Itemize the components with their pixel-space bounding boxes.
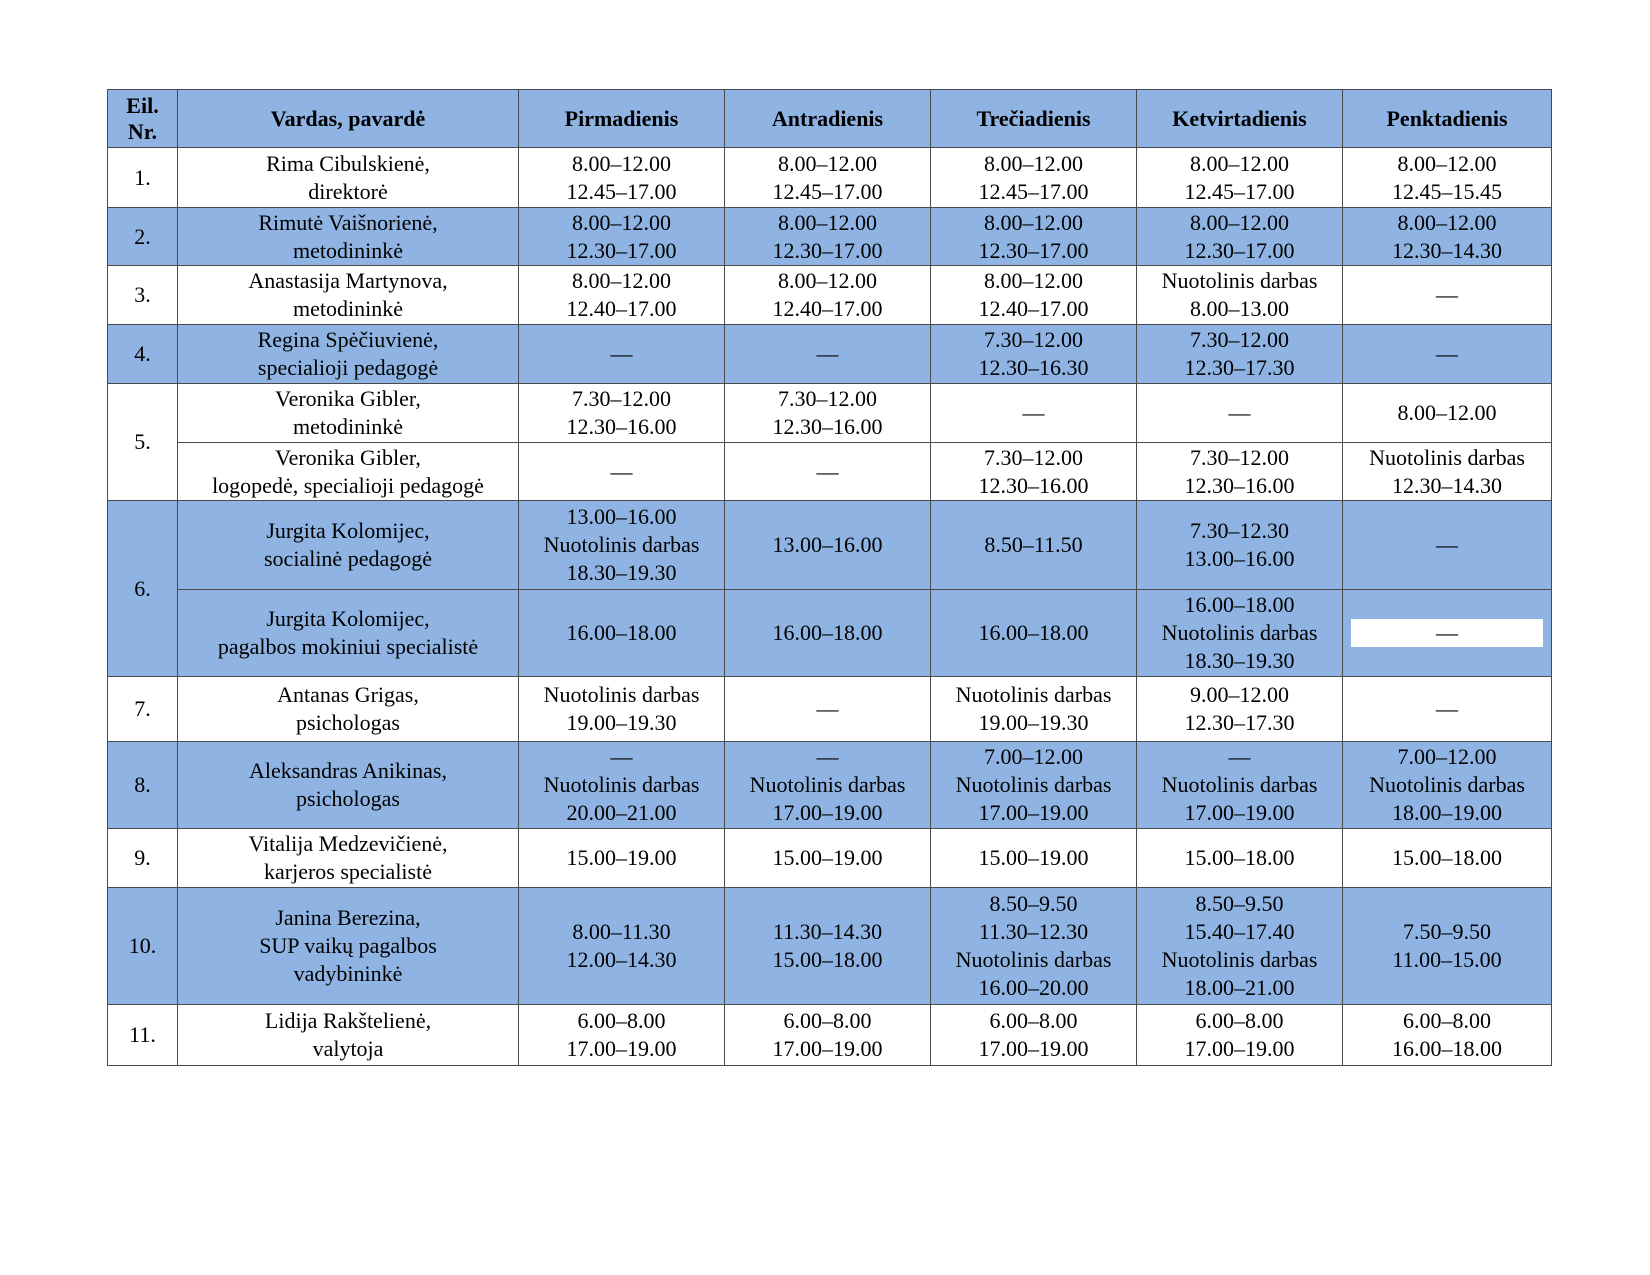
schedule-cell-friday — [1343, 266, 1552, 325]
schedule-time: 15.00–19.00 — [566, 845, 677, 870]
row-number: 6. — [108, 501, 178, 677]
schedule-time: 12.30–16.00 — [978, 472, 1089, 498]
schedule-time: 12.30–17.30 — [1184, 355, 1295, 380]
schedule-time: 8.00–12.00 — [572, 268, 671, 293]
schedule-cell-monday — [519, 1005, 725, 1066]
schedule-time: 7.30–12.00 — [778, 386, 877, 411]
schedule-time: 12.30–14.30 — [1392, 237, 1502, 263]
employee-name-cell — [178, 266, 519, 325]
table-row — [108, 888, 1552, 1005]
schedule-cell-thursday — [1137, 888, 1343, 1005]
table-row — [108, 443, 1552, 501]
schedule-time: 8.00–12.00 — [778, 209, 877, 235]
schedule-cell-friday — [1343, 148, 1552, 208]
employee-name-line: Rima Cibulskienė, — [266, 150, 430, 176]
schedule-cell-thursday — [1137, 1005, 1343, 1066]
employee-name-line: psichologas — [296, 710, 400, 735]
schedule-time: 7.00–12.00 — [1397, 744, 1497, 769]
employee-name-line: Lidija Rakštelienė, — [264, 1008, 432, 1033]
schedule-time: — — [816, 458, 839, 484]
schedule-cell-friday — [1343, 384, 1552, 443]
header-tuesday: Antradienis — [725, 90, 931, 148]
schedule-cell-monday — [519, 148, 725, 208]
schedule-time: 20.00–21.00 — [566, 800, 677, 825]
schedule-cell-wednesday — [931, 1005, 1137, 1066]
schedule-cell-friday — [1343, 590, 1552, 677]
schedule-time: 8.00–12.00 — [1397, 400, 1497, 425]
header-nr — [108, 90, 178, 148]
schedule-time: 8.00–12.00 — [1397, 209, 1497, 235]
schedule-time: 12.30–17.00 — [772, 237, 883, 263]
employee-name-line: valytoja — [312, 1036, 384, 1061]
schedule-time: 7.30–12.00 — [572, 386, 671, 411]
schedule-time: 8.00–12.00 — [1190, 209, 1289, 235]
schedule-cell-thursday — [1137, 677, 1343, 742]
employee-name-line: Antanas Grigas, — [277, 682, 419, 707]
schedule-time: 8.00–12.00 — [1397, 150, 1497, 176]
header-thursday: Ketvirtadienis — [1137, 90, 1343, 148]
schedule-cell-monday — [519, 590, 725, 677]
schedule-time: — — [610, 341, 633, 366]
schedule-time: 12.45–17.00 — [566, 178, 677, 204]
schedule-time: Nuotolinis darbas — [1369, 444, 1525, 470]
employee-name-cell — [178, 148, 519, 208]
schedule-time: 12.30–14.30 — [1392, 472, 1502, 498]
schedule-time: 11.00–15.00 — [1392, 947, 1502, 972]
schedule-time: 12.40–17.00 — [772, 296, 883, 321]
schedule-cell-thursday — [1137, 208, 1343, 266]
table-row — [108, 742, 1552, 829]
header-name: Vardas, pavardė — [178, 90, 519, 148]
schedule-time: 8.00–12.00 — [778, 268, 877, 293]
schedule-cell-tuesday — [725, 677, 931, 742]
schedule-time: — — [1022, 400, 1045, 425]
row-number: 7. — [108, 677, 178, 742]
schedule-cell-thursday — [1137, 590, 1343, 677]
schedule-time: — — [1436, 341, 1458, 366]
schedule-cell-monday — [519, 443, 725, 501]
schedule-time: 8.00–12.00 — [1190, 150, 1289, 176]
employee-name-line: Jurgita Kolomijec, — [266, 518, 430, 543]
schedule-cell-thursday — [1137, 501, 1343, 590]
schedule-cell-tuesday — [725, 1005, 931, 1066]
schedule-time: — — [816, 744, 839, 769]
schedule-time: 17.00–19.00 — [772, 800, 883, 825]
schedule-cell-thursday — [1137, 443, 1343, 501]
schedule-time: Nuotolinis darbas — [1161, 947, 1318, 972]
schedule-time: 7.30–12.00 — [1190, 444, 1289, 470]
employee-name-line: psichologas — [296, 786, 400, 811]
schedule-time: — — [1228, 744, 1251, 769]
schedule-cell-friday — [1343, 742, 1552, 829]
employee-name-line: Rimutė Vaišnorienė, — [258, 209, 438, 235]
schedule-cell-monday — [519, 742, 725, 829]
employee-name-cell — [178, 829, 519, 888]
schedule-time: Nuotolinis darbas — [955, 682, 1112, 707]
employee-name-cell — [178, 1005, 519, 1066]
schedule-cell-friday — [1343, 1005, 1552, 1066]
schedule-cell-wednesday — [931, 443, 1137, 501]
employee-name-cell — [178, 443, 519, 501]
schedule-time: 12.45–17.00 — [1184, 178, 1295, 204]
schedule-cell-wednesday — [931, 325, 1137, 384]
employee-name-line: metodininkė — [293, 296, 403, 321]
schedule-time: 17.00–19.00 — [772, 1036, 883, 1061]
schedule-cell-monday — [519, 501, 725, 590]
schedule-time: 7.50–9.50 — [1403, 919, 1491, 944]
schedule-time: 12.30–17.00 — [978, 237, 1089, 263]
schedule-cell-friday — [1343, 888, 1552, 1005]
schedule-time: — — [610, 744, 633, 769]
highlight-box — [1351, 619, 1543, 647]
employee-name-line: Janina Berezina, — [275, 905, 421, 930]
schedule-time: 19.00–19.30 — [978, 710, 1089, 735]
employee-name-line: specialioji pedagogė — [257, 355, 439, 380]
schedule-time: 6.00–8.00 — [1195, 1008, 1284, 1033]
schedule-time: 17.00–19.00 — [978, 800, 1089, 825]
employee-name-line: logopedė, specialioji pedagogė — [212, 472, 484, 498]
schedule-cell-thursday — [1137, 829, 1343, 888]
row-number: 5. — [108, 384, 178, 501]
table-row — [108, 384, 1552, 443]
schedule-cell-tuesday — [725, 888, 931, 1005]
schedule-time: 6.00–8.00 — [1403, 1008, 1491, 1033]
employee-name-line: metodininkė — [293, 414, 403, 439]
schedule-time: 12.30–17.00 — [1184, 237, 1295, 263]
schedule-time: 15.00–18.00 — [772, 947, 883, 972]
schedule-time: 9.00–12.00 — [1190, 682, 1289, 707]
schedule-time: — — [1228, 400, 1251, 425]
schedule-cell-friday — [1343, 501, 1552, 590]
schedule-cell-thursday — [1137, 384, 1343, 443]
employee-name-line: socialinė pedagogė — [264, 546, 432, 571]
table-row — [108, 829, 1552, 888]
schedule-time: 18.30–19.30 — [566, 560, 677, 585]
employee-name-cell — [178, 325, 519, 384]
schedule-time: Nuotolinis darbas — [1369, 772, 1525, 797]
schedule-time: 15.00–18.00 — [1392, 845, 1502, 870]
schedule-time: 13.00–16.00 — [772, 532, 883, 557]
schedule-time: 12.45–15.45 — [1392, 178, 1502, 204]
schedule-cell-friday — [1343, 443, 1552, 501]
schedule-time: — — [816, 341, 839, 366]
schedule-cell-tuesday — [725, 384, 931, 443]
schedule-cell-tuesday — [725, 501, 931, 590]
employee-name-cell — [178, 888, 519, 1005]
table-row — [108, 148, 1552, 208]
schedule-cell-tuesday — [725, 742, 931, 829]
schedule-cell-wednesday — [931, 208, 1137, 266]
schedule-time: 16.00–18.00 — [772, 620, 883, 645]
schedule-time: 8.50–9.50 — [989, 891, 1078, 916]
schedule-time: Nuotolinis darbas — [955, 772, 1112, 797]
schedule-time: 17.00–19.00 — [978, 1036, 1089, 1061]
schedule-time: — — [1436, 532, 1458, 557]
header-friday: Penktadienis — [1343, 90, 1552, 148]
schedule-time: Nuotolinis darbas — [955, 947, 1112, 972]
table-row — [108, 501, 1552, 590]
employee-name-line: Vitalija Medzevičienė, — [248, 831, 448, 856]
schedule-cell-friday — [1343, 325, 1552, 384]
schedule-time: 18.00–19.00 — [1392, 800, 1502, 825]
schedule-time: 12.30–16.30 — [978, 355, 1089, 380]
schedule-time: 8.00–13.00 — [1190, 296, 1289, 321]
schedule-time: Nuotolinis darbas — [543, 772, 700, 797]
schedule-time: 11.30–12.30 — [978, 919, 1089, 944]
schedule-time: 16.00–18.00 — [1392, 1036, 1502, 1061]
schedule-cell-thursday — [1137, 325, 1343, 384]
schedule-time: 8.00–11.30 — [572, 919, 671, 944]
employee-name-cell — [178, 677, 519, 742]
schedule-time: 12.30–16.00 — [566, 414, 677, 439]
schedule-cell-friday — [1343, 829, 1552, 888]
schedule-time: 6.00–8.00 — [989, 1008, 1078, 1033]
employee-name-cell — [178, 590, 519, 677]
schedule-cell-monday — [519, 888, 725, 1005]
schedule-time: 19.00–19.30 — [566, 710, 677, 735]
schedule-time: Nuotolinis darbas — [543, 682, 700, 707]
schedule-time: 12.45–17.00 — [978, 178, 1089, 204]
schedule-time: 8.00–12.00 — [572, 150, 671, 176]
table-row — [108, 677, 1552, 742]
employee-name-cell — [178, 742, 519, 829]
schedule-time: 11.30–14.30 — [772, 919, 883, 944]
schedule-time: 12.40–17.00 — [978, 296, 1089, 321]
schedule-cell-wednesday — [931, 590, 1137, 677]
schedule-time: 17.00–19.00 — [566, 1036, 677, 1061]
schedule-time: Nuotolinis darbas — [749, 772, 906, 797]
schedule-time: 15.00–18.00 — [1184, 845, 1295, 870]
schedule-cell-thursday — [1137, 742, 1343, 829]
schedule-cell-friday — [1343, 677, 1552, 742]
employee-name-cell — [178, 501, 519, 590]
schedule-time: 7.30–12.00 — [984, 444, 1083, 470]
schedule-cell-wednesday — [931, 829, 1137, 888]
employee-name-line: Veronika Gibler, — [275, 444, 421, 470]
schedule-time: 17.00–19.00 — [1184, 800, 1295, 825]
table-row — [108, 208, 1552, 266]
schedule-cell-wednesday — [931, 148, 1137, 208]
schedule-cell-tuesday — [725, 208, 931, 266]
table-row — [108, 1005, 1552, 1066]
schedule-cell-monday — [519, 208, 725, 266]
schedule-cell-monday — [519, 829, 725, 888]
schedule-time: 12.30–17.30 — [1184, 710, 1295, 735]
schedule-time: 6.00–8.00 — [783, 1008, 872, 1033]
row-number: 4. — [108, 325, 178, 384]
schedule-time: 12.30–16.00 — [1184, 472, 1295, 498]
employee-name-cell — [178, 384, 519, 443]
schedule-cell-monday — [519, 325, 725, 384]
row-number: 8. — [108, 742, 178, 829]
schedule-time: 15.00–19.00 — [978, 845, 1089, 870]
employee-name-line: direktorė — [308, 178, 388, 204]
schedule-cell-wednesday — [931, 888, 1137, 1005]
schedule-time: 7.30–12.00 — [1190, 327, 1289, 352]
schedule-time: 15.40–17.40 — [1184, 919, 1295, 944]
schedule-time: 16.00–18.00 — [1184, 592, 1295, 617]
schedule-time: — — [610, 458, 633, 484]
employee-name-line: pagalbos mokiniui specialistė — [217, 634, 479, 659]
schedule-time: — — [1436, 282, 1458, 307]
schedule-cell-thursday — [1137, 266, 1343, 325]
schedule-time: — — [1436, 620, 1458, 645]
schedule-time: 6.00–8.00 — [577, 1008, 666, 1033]
schedule-cell-thursday — [1137, 148, 1343, 208]
schedule-time: 16.00–20.00 — [978, 975, 1089, 1000]
employee-name-line: Jurgita Kolomijec, — [266, 606, 430, 631]
row-number: 11. — [108, 1005, 178, 1066]
employee-name-line: karjeros specialistė — [264, 859, 432, 884]
schedule-time: 8.00–12.00 — [778, 150, 877, 176]
row-number: 9. — [108, 829, 178, 888]
schedule-time: Nuotolinis darbas — [1161, 620, 1318, 645]
schedule-cell-tuesday — [725, 266, 931, 325]
row-number: 3. — [108, 266, 178, 325]
employee-name-line: Aleksandras Anikinas, — [249, 758, 447, 783]
header-wednesday: Trečiadienis — [931, 90, 1137, 148]
schedule-cell-tuesday — [725, 443, 931, 501]
schedule-cell-wednesday — [931, 501, 1137, 590]
header-nr-line: Eil. — [126, 92, 159, 118]
schedule-cell-tuesday — [725, 148, 931, 208]
schedule-time: 13.00–16.00 — [566, 504, 677, 529]
schedule-time: 18.30–19.30 — [1184, 648, 1295, 673]
schedule-time: — — [1436, 696, 1458, 721]
schedule-time: 8.00–12.00 — [572, 209, 671, 235]
table-row — [108, 325, 1552, 384]
employee-name-line: Regina Spėčiuvienė, — [257, 327, 439, 352]
schedule-time: 8.50–9.50 — [1195, 891, 1284, 916]
schedule-time: Nuotolinis darbas — [1161, 268, 1318, 293]
table-row — [108, 266, 1552, 325]
schedule-time: 8.00–12.00 — [984, 209, 1083, 235]
employee-name-line: Veronika Gibler, — [275, 386, 421, 411]
schedule-time: 16.00–18.00 — [978, 620, 1089, 645]
schedule-cell-tuesday — [725, 829, 931, 888]
schedule-cell-monday — [519, 384, 725, 443]
schedule-time: 17.00–19.00 — [1184, 1036, 1295, 1061]
row-number: 10. — [108, 888, 178, 1005]
schedule-time: 7.00–12.00 — [984, 744, 1083, 769]
header-monday: Pirmadienis — [519, 90, 725, 148]
schedule-cell-tuesday — [725, 325, 931, 384]
schedule-cell-monday — [519, 266, 725, 325]
schedule-time: 7.30–12.00 — [984, 327, 1083, 352]
schedule-time: 13.00–16.00 — [1184, 546, 1295, 571]
schedule-cell-friday — [1343, 208, 1552, 266]
employee-name-line: SUP vaikų pagalbos — [259, 933, 437, 958]
employee-name-line: metodininkė — [293, 237, 403, 263]
table-row — [108, 590, 1552, 677]
schedule-table — [107, 89, 1552, 1066]
schedule-time: 12.40–17.00 — [566, 296, 677, 321]
schedule-time: 8.00–12.00 — [984, 150, 1083, 176]
row-number: 1. — [108, 148, 178, 208]
schedule-time: 12.00–14.30 — [566, 947, 677, 972]
schedule-time: 8.00–12.00 — [984, 268, 1083, 293]
schedule-time: 12.30–16.00 — [772, 414, 883, 439]
schedule-time: Nuotolinis darbas — [543, 532, 700, 557]
row-number: 2. — [108, 208, 178, 266]
schedule-cell-monday — [519, 677, 725, 742]
header-row — [108, 90, 1552, 148]
employee-name-line: vadybininkė — [293, 961, 403, 986]
schedule-cell-wednesday — [931, 266, 1137, 325]
schedule-time: 16.00–18.00 — [566, 620, 677, 645]
header-nr-line: Nr. — [127, 118, 158, 144]
schedule-time: Nuotolinis darbas — [1161, 772, 1318, 797]
schedule-cell-wednesday — [931, 677, 1137, 742]
schedule-cell-tuesday — [725, 590, 931, 677]
schedule-time: 15.00–19.00 — [772, 845, 883, 870]
employee-name-cell — [178, 208, 519, 266]
schedule-time: 8.50–11.50 — [984, 532, 1083, 557]
schedule-cell-wednesday — [931, 742, 1137, 829]
schedule-time: — — [816, 696, 839, 721]
schedule-cell-wednesday — [931, 384, 1137, 443]
schedule-time: 12.30–17.00 — [566, 237, 677, 263]
schedule-time: 7.30–12.30 — [1190, 518, 1289, 543]
employee-name-line: Anastasija Martynova, — [248, 268, 448, 293]
schedule-time: 12.45–17.00 — [772, 178, 883, 204]
schedule-time: 18.00–21.00 — [1184, 975, 1295, 1000]
